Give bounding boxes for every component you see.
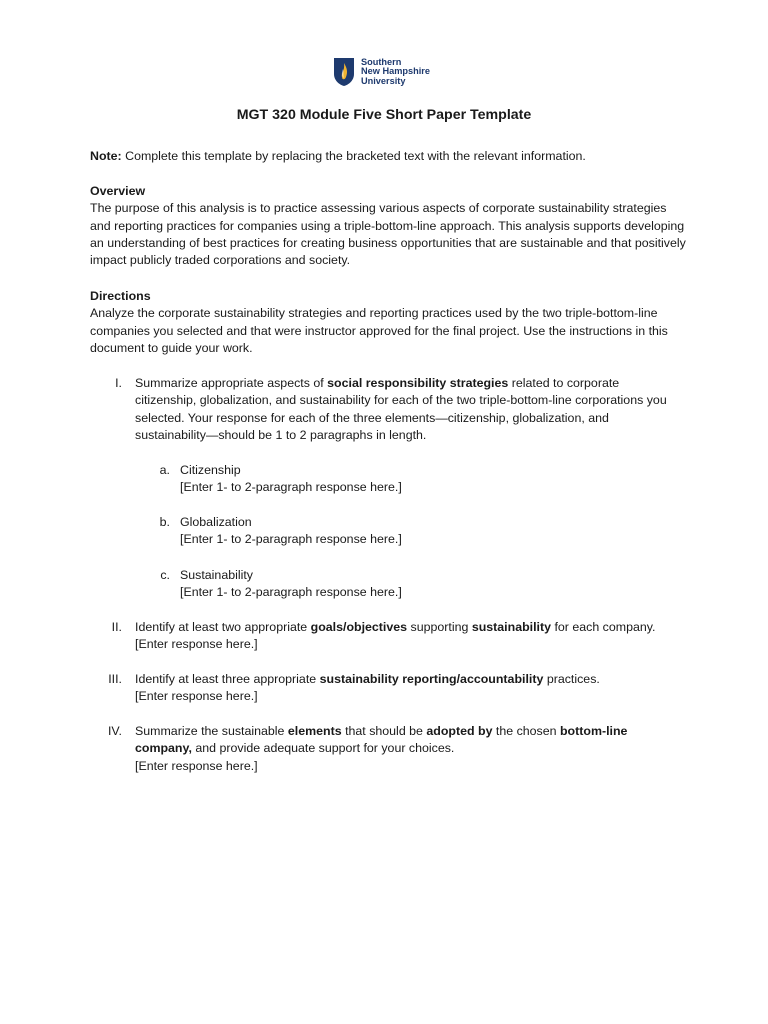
text-run: for each company. bbox=[551, 620, 656, 634]
list-number: II. bbox=[111, 620, 122, 634]
text-run: Summarize the sustainable bbox=[135, 724, 288, 738]
list-number: I. bbox=[115, 376, 122, 390]
shield-flame-icon bbox=[333, 57, 355, 87]
logo-line-2: New Hampshire bbox=[361, 66, 430, 77]
bold-run: adopted by bbox=[426, 724, 493, 738]
text-run: supporting bbox=[407, 620, 472, 634]
response-placeholder: [Enter 1- to 2-paragraph response here.] bbox=[180, 532, 402, 547]
overview-body: The purpose of this analysis is to practice assessing various aspects of corporate sustainability strategies and reporting practices for companies using a triple-bottom-line approach. This analysis supports developing an understanding of best practices for creating business opportunities that are sustainable and that positively impact publicly traded corporations and society. bbox=[90, 201, 686, 268]
bold-run: sustainability reporting/accountability bbox=[319, 672, 544, 686]
directions-heading: Directions bbox=[90, 289, 151, 303]
page-title: MGT 320 Module Five Short Paper Template bbox=[236, 107, 532, 123]
sub-number: b. bbox=[159, 515, 170, 529]
logo-wordmark bbox=[361, 58, 430, 87]
text-run: Summarize appropriate aspects of bbox=[135, 376, 328, 390]
sub-item-body bbox=[180, 567, 650, 602]
bold-run: bottom-line company, bbox=[135, 724, 628, 756]
text-run: related to corporate citizenship, globalization, and sustainability for each of the two triple-bottom-line corporations you selected. Your response for each of the three elements—citizenship, globalization, and sustainability—should be 1 to 2 paragraphs in length. bbox=[135, 376, 667, 442]
bold-run: goals/objectives bbox=[310, 620, 408, 634]
list-number: III. bbox=[108, 672, 122, 686]
response-placeholder: [Enter response here.] bbox=[135, 689, 258, 704]
response-placeholder: [Enter response here.] bbox=[135, 637, 258, 652]
sub-number: c. bbox=[160, 568, 170, 582]
list-item-text bbox=[135, 671, 680, 706]
overview-heading: Overview bbox=[90, 184, 146, 198]
list-item-text bbox=[135, 375, 680, 444]
note-paragraph bbox=[90, 148, 688, 165]
bold-run: social responsibility strategies bbox=[327, 376, 509, 390]
sub-item-label: Sustainability bbox=[180, 568, 254, 582]
directions-section bbox=[90, 288, 688, 357]
text-run: the chosen bbox=[492, 724, 560, 738]
sub-item-label: Globalization bbox=[180, 515, 252, 529]
logo-line-1: Southern bbox=[361, 56, 402, 67]
sub-item-body bbox=[180, 514, 650, 549]
sub-item-label: Citizenship bbox=[180, 463, 241, 477]
university-logo bbox=[333, 55, 430, 89]
directions-body: Analyze the corporate sustainability strategies and reporting practices used by the two triple-bottom-line companies you selected and that were instructor approved for the final project. Use the instructions in this document to guide your work. bbox=[90, 306, 668, 355]
sub-item-body bbox=[180, 462, 650, 497]
response-placeholder: [Enter 1- to 2-paragraph response here.] bbox=[180, 480, 402, 495]
logo-line-3: University bbox=[361, 75, 406, 86]
bold-run: sustainability bbox=[471, 620, 551, 634]
note-text: Complete this template by replacing the bracketed text with the relevant information. bbox=[121, 149, 586, 163]
response-placeholder: [Enter 1- to 2-paragraph response here.] bbox=[180, 585, 402, 600]
bold-run: elements bbox=[287, 724, 342, 738]
response-placeholder: [Enter response here.] bbox=[135, 758, 258, 773]
text-run: Identify at least two appropriate bbox=[135, 620, 311, 634]
text-run: practices. bbox=[543, 672, 600, 686]
sub-number: a. bbox=[159, 463, 170, 477]
text-run: and provide adequate support for your choices. bbox=[191, 741, 455, 756]
text-run: Identify at least three appropriate bbox=[135, 672, 320, 686]
text-run: that should be bbox=[341, 724, 427, 738]
list-item-text bbox=[135, 723, 680, 775]
overview-section bbox=[90, 183, 688, 269]
list-item-text bbox=[135, 619, 680, 654]
note-label: Note: bbox=[90, 149, 122, 163]
list-number: IV. bbox=[107, 724, 122, 738]
